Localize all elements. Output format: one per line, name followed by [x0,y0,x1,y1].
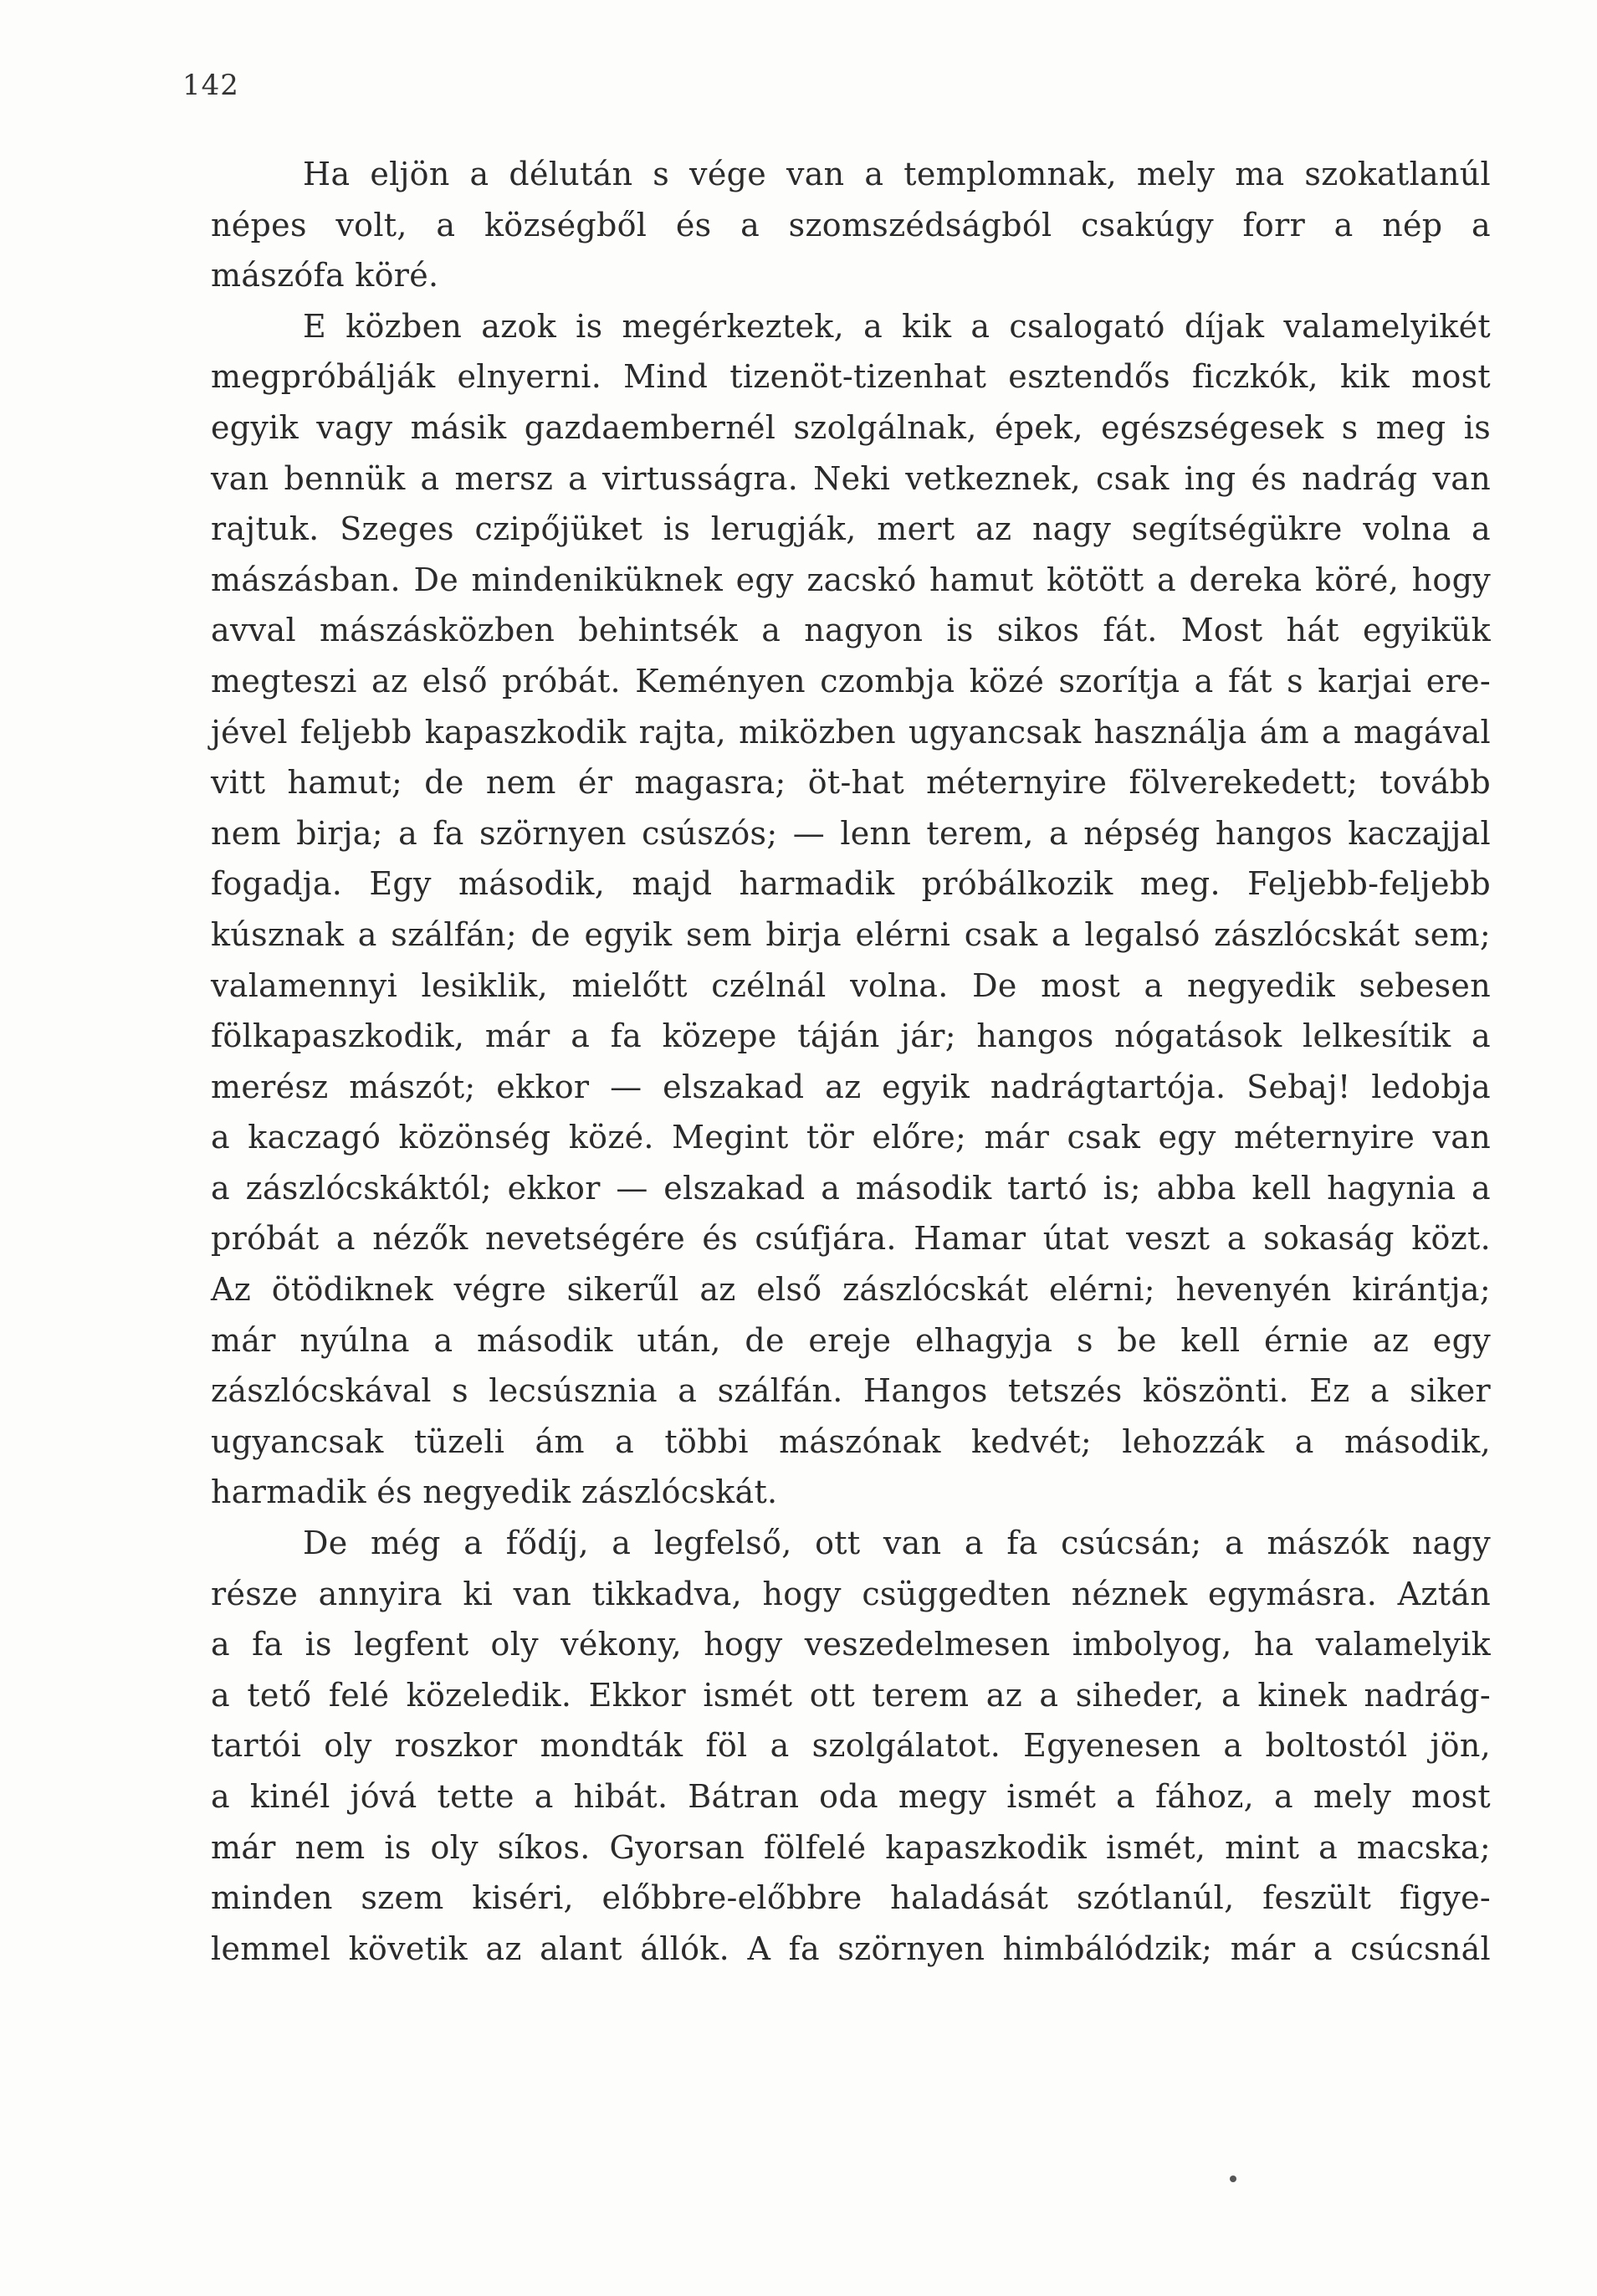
text-line: mászófa köré. [211,257,439,295]
text-line: Ha eljön a délután s vége van a templomnak, mely ma szokatlanúl [303,156,1491,192]
page-number: 142 [182,69,239,102]
text-line: zászlócskával s lecsúsznia a szálfán. Hangos tetszés köszönti. Ez a siker [211,1372,1491,1410]
text-line: egyik vagy másik gazdaembernél szolgálnak, épek, egészségesek s meg is [211,408,1491,446]
text-line: a tető felé közeledik. Ekkor ismét ott terem az a siheder, a kinek nadrág- [211,1676,1491,1714]
text-line: már nem is oly síkos. Gyorsan fölfelé kapaszkodik ismét, mint a macska; [211,1828,1491,1866]
text-line: népes volt, a községből és a szomszédságból csakúgy forr a nép a [211,206,1491,243]
text-line: a kaczagó közönség közé. Megint tör előre; már csak egy méternyire van [211,1119,1491,1156]
text-line: lemmel követik az alant állók. A fa szörnyen himbálódzik; már a csúcsnál [211,1930,1491,1967]
text-line: vitt hamut; de nem ér magasra; öt-hat méternyire fölverekedett; tovább [211,764,1491,802]
text-line: a zászlócskáktól; ekkor — elszakad a második tartó is; abba kell hagynia a [211,1169,1491,1207]
text-line: valamennyi lesiklik, mielőtt czélnál volna. De most a negyedik sebesen [211,966,1491,1004]
text-line: a kinél jóvá tette a hibát. Bátran oda megy ismét a fához, a mely most [211,1778,1491,1815]
text-line: avval mászásközben behintsék a nagyon is sikos fát. Most hát egyikük [211,612,1491,649]
text-line: merész mászót; ekkor — elszakad az egyik nadrágtartója. Sebaj! ledobja [211,1068,1491,1105]
text-line: fogadja. Egy második, majd harmadik próbálkozik meg. Feljebb-feljebb [211,865,1491,903]
body-text [211,149,1491,1974]
text-line: mászásban. De mindeniküknek egy zacskó hamut kötött a dereka köré, hogy [211,561,1491,598]
text-line: kúsznak a szálfán; de egyik sem birja elérni csak a legalsó zászlócskát sem; [211,915,1491,953]
text-line: megteszi az első próbát. Keményen czombja közé szorítja a fát s karjai ere- [211,662,1491,700]
text-line: jével feljebb kapaszkodik rajta, miközben ugyancsak használja ám a magával [211,713,1491,751]
text-line: De még a fődíj, a legfelső, ott van a fa csúcsán; a mászók nagy [303,1525,1491,1562]
text-line: harmadik és negyedik zászlócskát. [211,1473,778,1511]
text-line: tartói oly roszkor mondták föl a szolgálatot. Egyenesen a boltostól jön, [211,1727,1491,1765]
text-line: a fa is legfent oly vékony, hogy veszedelmesen imbolyog, ha valamelyik [211,1626,1491,1663]
text-line: rajtuk. Szeges czipőjüket is lerugják, mert az nagy segítségükre volna a [211,510,1491,548]
text-line: próbát a nézők nevetségére és csúfjára. Hamar útat veszt a sokaság közt. [211,1220,1491,1258]
text-line: nem birja; a fa szörnyen csúszós; — lenn terem, a népség hangos kaczajjal [211,814,1491,852]
text-line: Az ötödiknek végre sikerűl az első zászlócskát elérni; hevenyén kirántja; [211,1271,1491,1309]
text-line: része annyira ki van tikkadva, hogy csüggedten néznek egymásra. Aztán [211,1575,1491,1612]
text-line: minden szem kiséri, előbbre-előbbre haladását szótlanúl, feszült figye- [211,1879,1491,1917]
text-line: fölkapaszkodik, már a fa közepe táján jár; hangos nógatások lelkesítik a [211,1017,1491,1055]
text-line: ugyancsak tüzeli ám a többi mászónak kedvét; lehozzák a második, [211,1422,1491,1460]
text-line: már nyúlna a második után, de ereje elhagyja s be kell érnie az egy [211,1321,1491,1359]
text-line: megpróbálják elnyerni. Mind tizenöt-tizenhat esztendős ficzkók, kik most [211,358,1491,396]
ink-dot [1230,2176,1236,2182]
text-line: van bennük a mersz a virtusságra. Neki vetkeznek, csak ing és nadrág van [211,459,1491,497]
text-line: E közben azok is megérkeztek, a kik a csalogató díjak valamelyikét [303,307,1491,345]
